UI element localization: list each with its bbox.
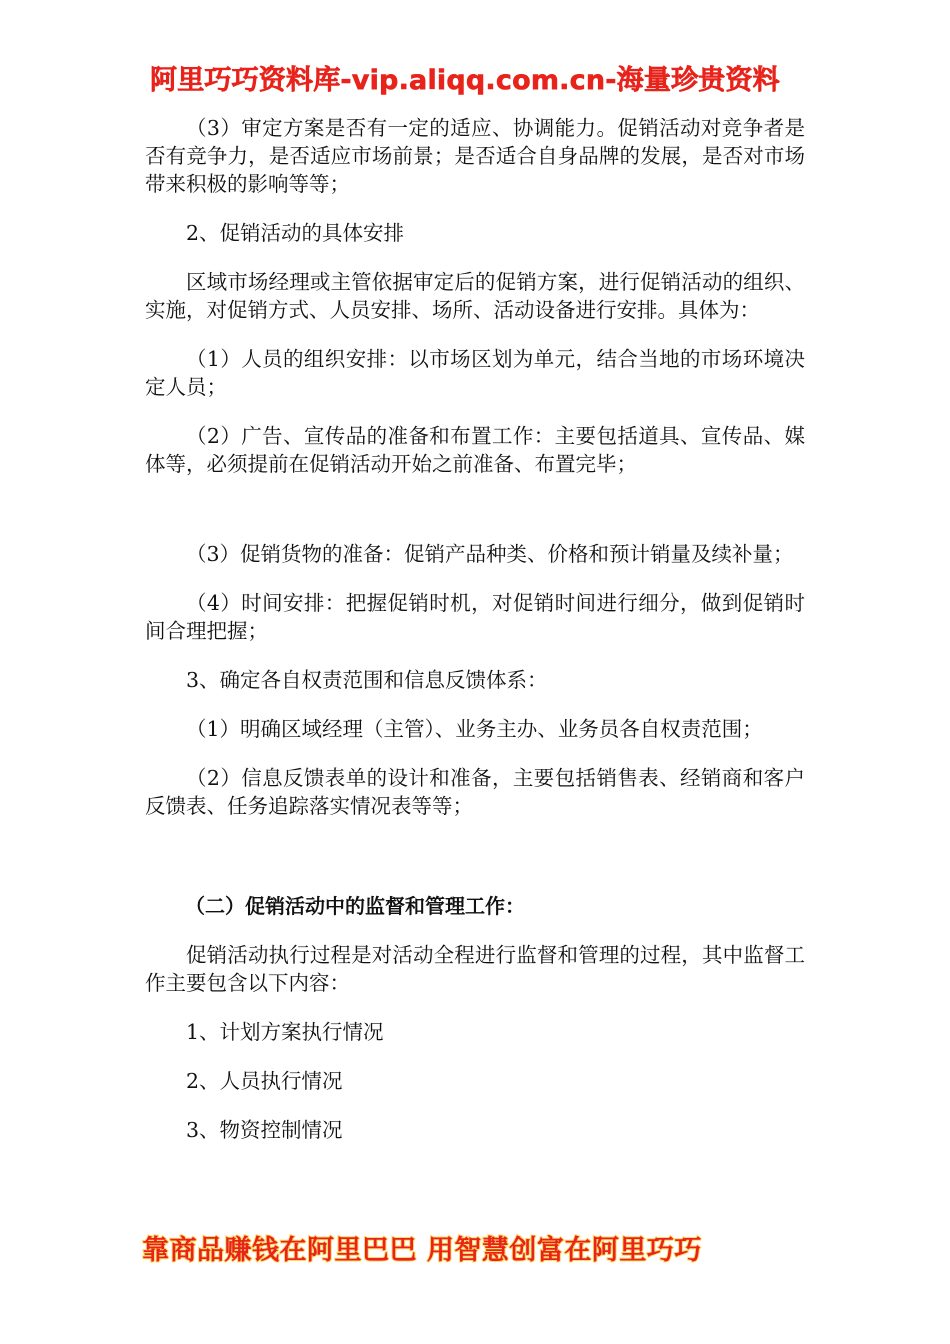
- paragraph: （3）审定方案是否有一定的适应、协调能力。促销活动对竞争者是否有竞争力，是否适应市场前景；是否适合自身品牌的发展，是否对市场带来积极的影响等等；: [145, 116, 805, 196]
- subheading: 3、确定各自权责范围和信息反馈体系：: [186, 668, 548, 692]
- list-item: 2、人员执行情况: [186, 1069, 343, 1093]
- section-title: （二）促销活动中的监督和管理工作：: [185, 894, 525, 918]
- list-item: （4）时间安排：把握促销时机，对促销时间进行细分，做到促销时间合理把握；: [145, 591, 805, 643]
- header-banner: 阿里巧巧资料库-vip.aliqq.com.cn-海量珍贵资料: [150, 65, 780, 96]
- document-body: [145, 114, 805, 1144]
- list-item: 3、物资控制情况: [186, 1118, 343, 1142]
- list-item: （3）促销货物的准备：促销产品种类、价格和预计销量及续补量；: [186, 542, 794, 566]
- subheading: 2、促销活动的具体安排: [186, 221, 405, 245]
- paragraph: 促销活动执行过程是对活动全程进行监督和管理的过程，其中监督工作主要包含以下内容：: [145, 943, 805, 995]
- list-item: （2）广告、宣传品的准备和布置工作：主要包括道具、宣传品、媒体等，必须提前在促销活动开始之前准备、布置完毕；: [145, 424, 805, 476]
- list-item: （1）明确区域经理（主管）、业务主办、业务员各自权责范围；: [186, 717, 763, 741]
- footer-banner: 靠商品赚钱在阿里巴巴 用智慧创富在阿里巧巧: [142, 1235, 702, 1266]
- list-item: （1）人员的组织安排：以市场区划为单元，结合当地的市场环境决定人员；: [145, 347, 805, 399]
- list-item: （2）信息反馈表单的设计和准备，主要包括销售表、经销商和客户反馈表、任务追踪落实情况表等等；: [145, 766, 805, 818]
- paragraph: 区域市场经理或主管依据审定后的促销方案，进行促销活动的组织、实施，对促销方式、人员安排、场所、活动设备进行安排。具体为：: [145, 270, 805, 322]
- list-item: 1、计划方案执行情况: [186, 1020, 384, 1044]
